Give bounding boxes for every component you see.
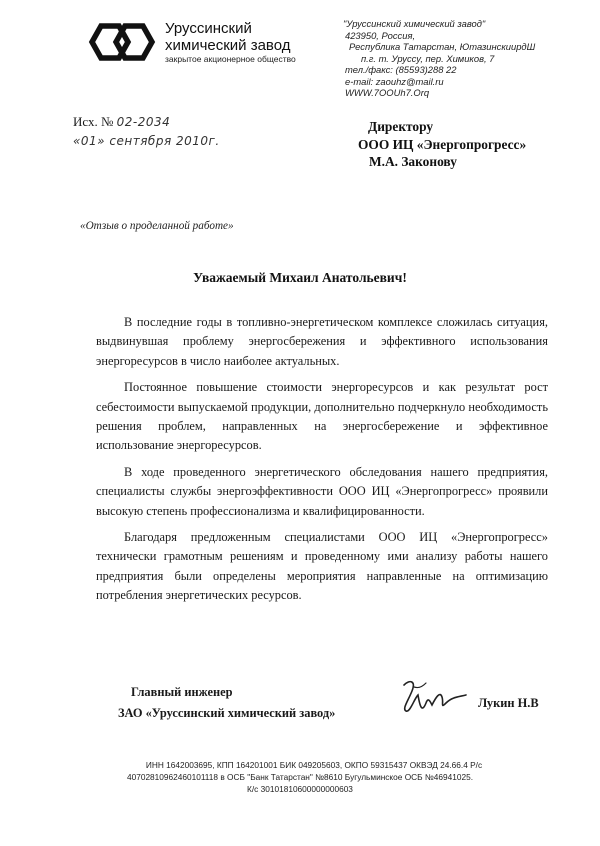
recipient-position: Директору (368, 119, 434, 134)
address-line: "Уруссинский химический завод" (343, 18, 486, 29)
outgoing-number: 02-2034 (116, 115, 171, 129)
recipient-name: М.А. Законову (369, 154, 457, 169)
signatory-company: ЗАО «Уруссинский химический завод» (118, 706, 336, 720)
recipient-company: ООО ИЦ «Энергопрогресс» (358, 136, 527, 152)
body-paragraph: Постоянное повышение стоимости энергоресурсов и как результат рост себестоимости выпускаемой продукции, дополнительно подчеркнуло необходимость решения проблем, направленных на энергосбережение и эффективное использование энергоресурсов. (96, 380, 548, 453)
letter-body (96, 313, 548, 606)
outgoing-label: Исх. № (73, 114, 114, 129)
company-subtitle: закрытое акционерное общество (165, 54, 296, 64)
recipient-block (358, 118, 526, 171)
address-line: п.г. т. Уруссу, пер. Химиков, 7 (361, 52, 495, 64)
phone-line: тел./факс: (85593)288 22 (345, 64, 457, 75)
outgoing-date: «01» сентября 2010г. (73, 134, 220, 148)
company-name (165, 20, 291, 54)
signatory-name: Лукин Н.В (478, 696, 539, 710)
body-paragraph: В ходе проведенного энергетического обследования нашего предприятия, специалисты службы энергоэффективности ООО ИЦ «Энергопрогресс» проявили высокую степень профессионализма и квалифицированности. (96, 464, 548, 518)
letter-subject: «Отзыв о проделанной работе» (80, 220, 234, 232)
company-address (343, 18, 535, 99)
signatory-title (118, 682, 336, 724)
signatory-position: Главный инженер (131, 685, 233, 699)
address-line: 423950, Россия, (345, 29, 416, 41)
hexagon-logo-icon (88, 22, 156, 62)
website-line: WWW.7OOUh7.Orq (345, 87, 430, 98)
body-paragraph: В последние годы в топливно-энергетическом комплексе сложилась ситуация, выдвинувшая проблему энергосбережения и эффективного использования энергоресурсов в число наиболее актуальных. (96, 315, 548, 368)
email-line: e-mail: zaouhz@mail.ru (345, 75, 444, 87)
bank-details (0, 760, 600, 795)
company-name-line2: химический завод (165, 37, 291, 54)
salutation: Уважаемый Михаил Анатольевич! (193, 270, 407, 285)
outgoing-reference (73, 112, 220, 151)
bank-details-line: К/с 30101810600000000603 (247, 783, 353, 794)
bank-details-line: ИНН 1642003695, КПП 164201001 БИК 049205603, ОКПО 59315437 ОКВЭД 24.66.4 Р/с (145, 760, 483, 770)
bank-details-line: 40702810962460101118 в ОСБ "Банк Татарстан" №8610 Бугульминское ОСБ №46941025. (126, 771, 474, 782)
company-name-line1: Уруссинский (165, 20, 252, 37)
body-paragraph: Благодаря предложенным специалистами ООО ИЦ «Энергопрогресс» технически грамотным решениям и проведенному ими анализу работы нашего предприятия были определены мероприятия направленные на оптимизацию потребления энергетических ресурсов. (96, 530, 548, 603)
handwritten-signature (396, 677, 468, 717)
address-line: Республика Татарстан, ЮтазинскиирдШ (349, 41, 536, 52)
